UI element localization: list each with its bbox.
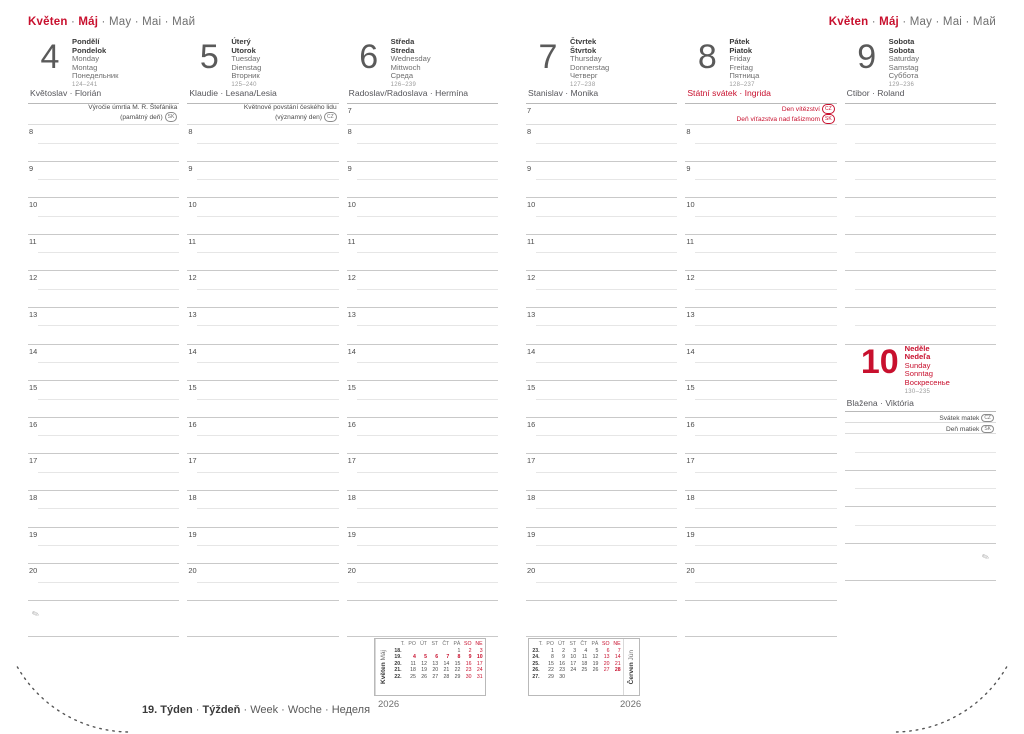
hour-label: 13 [527,309,536,319]
hour-row[interactable] [28,162,179,199]
hour-row[interactable] [685,418,836,455]
day-count: 130–235 [904,388,931,395]
day-name-en: Monday [72,54,100,64]
hour-row[interactable] [28,271,179,308]
hour-row[interactable] [685,235,836,272]
hour-row[interactable] [845,235,996,272]
hour-row[interactable] [187,235,338,272]
day-names-7 [570,36,609,90]
country-badge: SK [165,112,178,122]
hour-label: 18 [527,492,536,502]
hour-label: 18 [347,492,356,502]
hour-label: 9 [686,163,691,173]
day-names-4 [72,36,118,90]
hour-label: 13 [347,309,356,319]
day-name-ru: Вторник [231,71,260,81]
mini-week-row: 20. 11 12 13 14 15 16 17 [394,660,483,667]
day-header-8 [685,36,836,88]
hour-label: 11 [29,236,37,246]
hour-label: 12 [29,273,38,283]
hour-label: 8 [686,127,691,136]
hour-row[interactable] [187,381,338,418]
day-number-6: 6 [359,38,379,76]
hour-label: 11 [686,236,694,246]
hour-label: 10 [527,200,536,210]
mini-month-cz: Květen [380,662,387,684]
day-count: 125–240 [231,81,257,88]
day-number-7: 7 [538,38,558,76]
mini-week-row: 25. 15 16 17 18 19 20 21 [532,660,621,667]
hour-row[interactable] [845,308,996,345]
day-column-8[interactable] [685,36,844,648]
hour-label: 18 [188,492,197,502]
hour-row[interactable] [347,418,498,455]
hour-label: 19 [686,529,695,539]
hour-row[interactable] [685,491,836,528]
month-header-left [28,16,498,30]
week-word-cz: Týden [160,704,193,716]
month-label-sk: Máj [879,16,899,28]
month-label-sk: Máj [78,16,99,28]
hour-row[interactable] [845,434,996,471]
holiday-note-line1: Výročie úmrtia M. R. Štefánika [88,104,178,111]
day-names-5 [231,36,261,90]
day-count: 124–241 [72,81,98,88]
day-name-cz: Pondělí [72,37,100,46]
notes-row[interactable] [526,601,677,638]
hour-label: 20 [686,566,695,576]
hour-row[interactable] [28,418,179,455]
day-columns-right [526,36,996,648]
day-number-5: 5 [199,38,219,76]
hour-label: 16 [29,419,38,429]
pencil-icon: ✎ [980,550,992,563]
hour-label: 19 [347,529,356,539]
hour-label: 8 [347,127,352,136]
hour-label: 17 [686,456,695,466]
day-name-cz: Pátek [729,37,750,46]
hour-label: 13 [188,309,197,319]
hour-row[interactable] [347,454,498,491]
day-name-ru: Понедельник [72,71,119,81]
day-name-ru: Среда [390,71,414,81]
holiday-note-text: Svátek matek [939,415,980,423]
hour-label: 9 [527,163,532,173]
hour-row[interactable] [845,271,996,308]
mini-month-sk: Jún [628,649,635,661]
day-names-9 [889,36,919,90]
notes-row[interactable] [347,601,498,638]
mini-week-row-current: 19. 4 5 6 7 8 9 10 [394,654,483,661]
hour-label: 9 [347,163,352,173]
month-label-cz: Květen [28,16,68,28]
day-count: 127–238 [570,81,596,88]
hour-row[interactable] [347,528,498,565]
hour-label: 8 [29,127,34,136]
hour-row[interactable] [685,454,836,491]
hour-label: 9 [29,163,34,173]
hour-label: 17 [347,456,356,466]
year-right: 2026 [620,699,642,710]
mini-month-cz: Červen [628,662,635,685]
day-count: 128–237 [729,81,755,88]
hour-label: 15 [188,383,197,393]
hour-row[interactable] [526,454,677,491]
day-name-de: Dienstag [231,62,262,72]
day-header-6 [347,36,498,88]
day-name-en: Sunday [904,360,931,370]
country-badge: SK [822,114,835,124]
name-day-8: Státní svátek · Ingrida [685,88,836,104]
hour-row[interactable] [526,308,677,345]
day-column-7[interactable] [526,36,685,648]
holiday-note-line1: Den vítězství [781,106,820,113]
day-name-de: Sonntag [904,369,933,379]
holiday-note-10-sk [845,423,996,434]
day-name-en: Thursday [570,54,602,64]
hour-label: 10 [188,200,197,210]
hour-row[interactable] [187,564,338,601]
notes-row[interactable] [845,544,996,581]
hour-row[interactable] [347,491,498,528]
hour-row[interactable] [685,162,836,199]
hour-label: 17 [527,456,536,466]
hour-label: 10 [686,200,695,210]
hour-row[interactable] [845,162,996,199]
hour-label: 15 [347,383,356,393]
day-name-en: Tuesday [231,54,261,64]
hour-label: 11 [347,236,356,246]
hour-label: 16 [347,419,356,429]
hour-row[interactable] [685,345,836,382]
left-page [0,0,512,700]
holiday-note-5 [187,104,338,125]
hour-label: 20 [347,566,356,576]
day-columns-left [28,36,498,648]
hour-label: 8 [188,127,193,136]
hour-row[interactable] [347,162,498,199]
day-number-4: 4 [40,38,60,76]
hour-label: 13 [686,309,695,319]
hour-label: 12 [527,273,536,283]
name-day-7: Stanislav · Monika [526,88,677,104]
day-column-5[interactable] [187,36,346,648]
hour-row[interactable] [28,381,179,418]
hour-row[interactable] [526,528,677,565]
day-name-en: Wednesday [390,54,431,64]
hour-row[interactable] [347,125,498,162]
hour-row[interactable] [526,418,677,455]
hour-row[interactable] [187,491,338,528]
mini-calendar-may[interactable] [374,638,486,696]
day-name-cz: Neděle [904,343,930,353]
holiday-note-text: Deň matiek [945,426,980,434]
hour-row[interactable] [845,198,996,235]
hour-row[interactable] [526,235,677,272]
day-name-en: Saturday [888,54,920,64]
mini-week-row: 27. 29 30 [532,673,565,680]
month-sep: · [868,16,880,28]
day-column-6[interactable] [347,36,498,648]
hour-row[interactable] [526,198,677,235]
hour-row[interactable] [187,418,338,455]
day-header-9 [845,36,996,88]
mini-week-row: 24. 8 9 10 11 12 13 14 [532,654,621,661]
day-name-sk: Pondelok [72,45,107,55]
hour-label: 14 [527,346,536,356]
hour-label: 11 [188,236,196,246]
hour-label: 16 [188,419,197,429]
hour-label: 10 [29,200,38,210]
hour-row[interactable] [187,198,338,235]
hour-row[interactable] [685,125,836,162]
corner-arc-left [0,664,130,734]
notes-row[interactable] [685,601,836,638]
hour-row[interactable] [347,271,498,308]
day-name-ru: Суббота [888,71,919,81]
mini-calendar-may-label [375,639,391,695]
hour-label: 20 [29,566,38,576]
hour-label: 9 [188,163,193,173]
hour-label: 17 [188,456,197,466]
hour-label: 18 [686,492,695,502]
holiday-note-8 [685,104,836,125]
day-column-4[interactable] [28,36,187,648]
mini-calendar-table: T. PO ÚT ST ČT PÁ SO NE 23. 1 2 3 4 5 6 7 24. 8 9 10 11 12 13 14 25. 15 16 17 18 19 20 21 26. 22 23 24 25 26 27 28 27. 29 30 [532,641,621,680]
hour-row[interactable] [685,564,836,601]
hour-row[interactable] [685,308,836,345]
holiday-note-line2: (pamätný deň) [120,114,163,121]
hour-row[interactable] [685,198,836,235]
day-name-ru: Четверг [570,71,598,81]
day-names-10 [905,345,950,397]
day-name-cz: Sobota [888,37,915,46]
mini-week-row: 22. 25 26 27 28 29 30 31 [394,673,483,680]
hour-row[interactable] [187,308,338,345]
day-name-cz: Středa [390,37,415,46]
year-left: 2026 [378,699,400,710]
name-day-4: Květoslav · Florián [28,88,179,104]
holiday-note-9 [845,104,996,125]
name-day-5: Klaudie · Lesana/Lesia [187,88,338,104]
day-name-sk: Piatok [729,45,753,55]
hour-label: 12 [188,273,197,283]
hour-row[interactable] [526,345,677,382]
holiday-note-line1: Květnové povstání českého lidu [243,104,337,111]
holiday-note-10-cz [845,412,996,423]
hour-label: 15 [29,383,38,393]
day-number-9: 9 [857,38,877,76]
week-word-rest: · Week · Woche · Неделя [243,704,371,716]
month-label-cz: Květen [828,16,869,28]
mini-calendar-table: T. PO ÚT ST ČT PÁ SO NE 18. 1 2 3 19. 4 5 6 7 8 9 10 20. 11 12 13 14 15 16 17 21. 18 19 20 21 22 23 24 22. 25 26 27 28 29 30 31 [394,641,483,680]
day-name-en: Friday [729,54,751,64]
day-header-4 [28,36,179,88]
hour-label: 20 [527,566,536,576]
month-header-right [526,16,996,30]
hour-row[interactable] [845,125,996,162]
hour-row[interactable] [28,125,179,162]
holiday-note-7 [526,104,677,125]
day-name-ru: Пятница [729,71,760,81]
day-name-sk: Štvrtok [570,45,597,55]
hour-label: 7 [347,106,352,115]
day-name-sk: Sobota [888,45,915,55]
hour-row[interactable] [347,198,498,235]
pencil-icon: ✎ [30,607,41,620]
hour-row[interactable] [526,381,677,418]
hour-row[interactable] [187,345,338,382]
hour-row[interactable] [845,507,996,544]
country-badge: CZ [981,414,994,422]
day-name-de: Samstag [888,62,919,72]
sunday-block[interactable] [845,342,996,435]
day-name-de: Montag [72,62,98,72]
week-number: 19. [141,704,158,716]
day-name-cz: Čtvrtek [570,37,597,46]
hour-row[interactable] [187,125,338,162]
holiday-note-6 [347,104,498,125]
hour-label: 14 [686,346,695,356]
hour-label: 12 [686,273,695,283]
day-name-de: Donnerstag [570,62,610,72]
right-page [512,0,1024,700]
day-name-sk: Streda [390,45,415,55]
hour-row[interactable] [28,454,179,491]
hour-label: 17 [29,456,38,466]
day-name-de: Mittwoch [390,62,421,72]
mini-week-row: 23. 1 2 3 4 5 6 7 [532,647,621,654]
day-header-10 [845,342,996,397]
day-names-8 [729,36,759,90]
mini-week-row: 18. 1 2 3 [394,647,483,654]
week-number-label: 19. Týden · Týždeň · Week · Woche · Неделя [141,704,371,716]
month-sep: · [67,16,79,28]
country-badge: CZ [324,112,337,122]
page-footer [0,641,1024,734]
name-day-6: Radoslav/Radoslava · Hermína [347,88,498,104]
hour-row[interactable] [347,345,498,382]
holiday-note-line2: (významný den) [275,114,322,121]
hour-label: 14 [347,346,356,356]
hour-row[interactable] [526,271,677,308]
hour-row[interactable] [347,564,498,601]
hour-row[interactable] [187,528,338,565]
hour-row[interactable] [526,125,677,162]
hour-row[interactable] [526,162,677,199]
hour-label: 16 [527,419,536,429]
hour-row[interactable] [28,308,179,345]
holiday-note-line2: Deň víťazstva nad fašizmom [736,116,820,123]
hour-label: 10 [347,200,356,210]
hour-label: 14 [188,346,197,356]
hour-row[interactable] [187,454,338,491]
hour-row[interactable] [28,528,179,565]
country-badge: CZ [822,104,835,114]
mini-month-sk: Máj [380,650,387,661]
week-word-sk: Týždeň [202,704,241,716]
hour-row[interactable] [526,564,677,601]
day-count: 129–236 [888,81,915,88]
hour-row[interactable] [526,491,677,528]
hour-label: 19 [29,529,38,539]
hour-row[interactable] [347,308,498,345]
day-name-sk: Nedeľa [904,352,931,362]
country-badge: SK [981,425,994,433]
day-number-10: 10 [860,342,899,381]
hour-row[interactable] [685,381,836,418]
hour-row[interactable] [187,271,338,308]
name-day-10: Blažena · Viktória [845,398,996,412]
hour-label: 11 [527,236,535,246]
hour-label: 19 [527,529,536,539]
mini-calendar-june[interactable] [528,638,640,696]
hour-row[interactable] [685,528,836,565]
hour-row[interactable] [28,491,179,528]
hour-row[interactable] [845,471,996,508]
day-name-ru: Воскресенье [904,377,950,387]
hour-row[interactable] [187,162,338,199]
hour-label: 19 [188,529,197,539]
name-day-9: Ctibor · Roland [845,88,996,104]
day-column-9-10[interactable] [845,36,996,648]
hour-label: 20 [188,566,197,576]
day-name-sk: Utorok [231,45,256,55]
month-label-rest: · May · Mai · Май [98,16,196,28]
hour-row[interactable] [347,381,498,418]
hour-row[interactable] [28,198,179,235]
hour-label: 13 [29,309,38,319]
hour-row[interactable] [28,345,179,382]
day-name-cz: Úterý [231,37,251,46]
holiday-note-4 [28,104,179,125]
hour-label: 12 [347,273,356,283]
day-name-de: Freitag [729,62,753,72]
mini-week-row: 26. 22 23 24 25 26 27 28 [532,667,621,674]
month-label-rest: · May · Mai · Май [898,16,996,28]
hour-label: 14 [29,346,38,356]
hour-label: 18 [29,492,38,502]
corner-arc-right [894,664,1024,734]
notes-row[interactable] [28,601,179,638]
hour-label: 15 [686,383,695,393]
hour-row[interactable] [685,271,836,308]
hour-label: 16 [686,419,695,429]
day-count: 126–239 [390,81,417,88]
mini-calendar-june-label [623,639,639,695]
hour-row[interactable] [28,235,179,272]
hour-row[interactable] [28,564,179,601]
day-names-6 [391,36,431,90]
hour-label: 7 [527,106,532,115]
hour-row[interactable] [347,235,498,272]
hour-label: 15 [527,383,536,393]
hour-label: 8 [527,127,532,136]
day-header-5 [187,36,338,88]
mini-week-row: 21. 18 19 20 21 22 23 24 [394,667,483,674]
day-header-7 [526,36,677,88]
notes-row[interactable] [187,601,338,638]
day-number-8: 8 [697,38,717,76]
